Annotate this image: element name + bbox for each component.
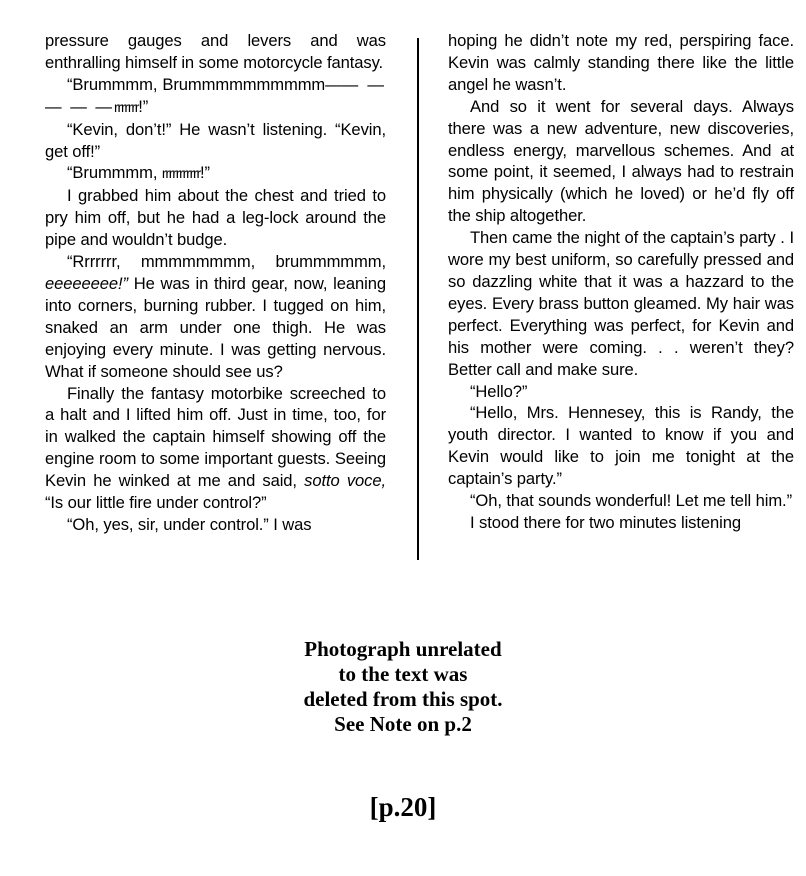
- text-run: He was in third gear, now, leaning into corners, burning rubber. I tugged on him, snaked an arm under one thigh. He was enjoying every minute. I was getting nervous. What if someone should see us?: [45, 273, 386, 381]
- text-run: “Kevin, don’t!” He wasn’t listening. “Kevin, get off!”: [45, 119, 386, 161]
- paragraph: [45, 514, 386, 536]
- deletion-note-line: See Note on p.2: [334, 712, 472, 736]
- paragraph: [448, 96, 794, 227]
- text-run: pressure gauges and levers and was enthralling himself in some motorcycle fantasy.: [45, 31, 386, 72]
- column-divider-rule: [417, 38, 419, 560]
- text-run: hoping he didn’t note my red, perspiring face. Kevin was calmly standing there like the little angel he wasn’t.: [448, 31, 794, 94]
- text-run: “Oh, that sounds wonderful! Let me tell him.”: [470, 491, 792, 511]
- text-run: “Hello, Mrs. Hennesey, this is Randy, the youth director. I wanted to know if you and Kevin would like to join me tonight at the captain’s party.”: [448, 403, 794, 489]
- emphasis-text: eeeeeeee!”: [45, 273, 128, 293]
- paragraph: [45, 162, 386, 185]
- text-run: I grabbed him about the chest and tried to pry him off, but he had a leg-lock around the pipe and wouldn’t budge.: [45, 186, 386, 250]
- paragraph: [448, 30, 794, 96]
- paragraph: [45, 30, 386, 74]
- text-run: “Is our little fire under control?”: [45, 493, 267, 513]
- text-run: “Oh, yes, sir, under control.” I was: [67, 514, 312, 534]
- page-number-marker: [p.20]: [369, 792, 437, 822]
- dash-run-text: — — — — —: [45, 74, 386, 116]
- paragraph: [45, 251, 386, 382]
- paragraph: [45, 119, 386, 163]
- deletion-note-line: Photograph unrelated: [304, 637, 502, 661]
- text-run: And so it went for several days. Always there was a new adventure, new discoveries, endless energy, marvellous schemes. And at some point, it seemed, I always had to restrain him physically (which he loved) or he’d fly off the ship altogether.: [448, 96, 794, 226]
- body-text-column-left: [45, 30, 386, 536]
- paragraph: [448, 490, 794, 512]
- paragraph: [448, 227, 794, 380]
- emphasis-text: sotto voce,: [304, 471, 386, 491]
- text-run: “Brummmm, Brummmmmmmmmm—: [67, 74, 342, 94]
- paragraph: [45, 383, 386, 514]
- body-text-column-right: [448, 30, 794, 534]
- deletion-note-line: deleted from this spot.: [303, 687, 503, 711]
- text-run: “Hello?”: [470, 381, 528, 401]
- engine-noise-text: rrrrrrrrrrr: [161, 165, 200, 182]
- text-run: I stood there for two minutes listening: [470, 512, 741, 532]
- text-run: Then came the night of the captain’s party . I wore my best uniform, so carefully pressed and so dazzling white that it was a hazzard to the eyes. Every brass button gleamed. My hair was perfect. Everything was perfect, for Kevin and his mother were coming. . . weren’t they? Better call and make sure.: [448, 228, 794, 379]
- text-run: !”: [199, 163, 210, 183]
- paragraph: [45, 74, 386, 119]
- engine-noise-text: rrrrrrr: [114, 98, 139, 115]
- photo-deletion-note: [0, 637, 806, 737]
- text-run: Finally the fantasy motorbike screeched to a halt and I lifted him off. Just in time, too, for in walked the captain himself showing off the engine room to some important guests. Seeing Kevin he winked at me and said,: [45, 383, 386, 491]
- paragraph: [448, 381, 794, 403]
- paragraph: [448, 512, 794, 534]
- paragraph: [448, 402, 794, 490]
- paragraph: [45, 185, 386, 251]
- text-run: “Brummmm,: [67, 163, 162, 183]
- text-run: “Rrrrrrr, mmmmmmmm, brummmmmm,: [67, 252, 386, 272]
- deletion-note-line: to the text was: [338, 662, 468, 686]
- text-run: !”: [138, 96, 149, 116]
